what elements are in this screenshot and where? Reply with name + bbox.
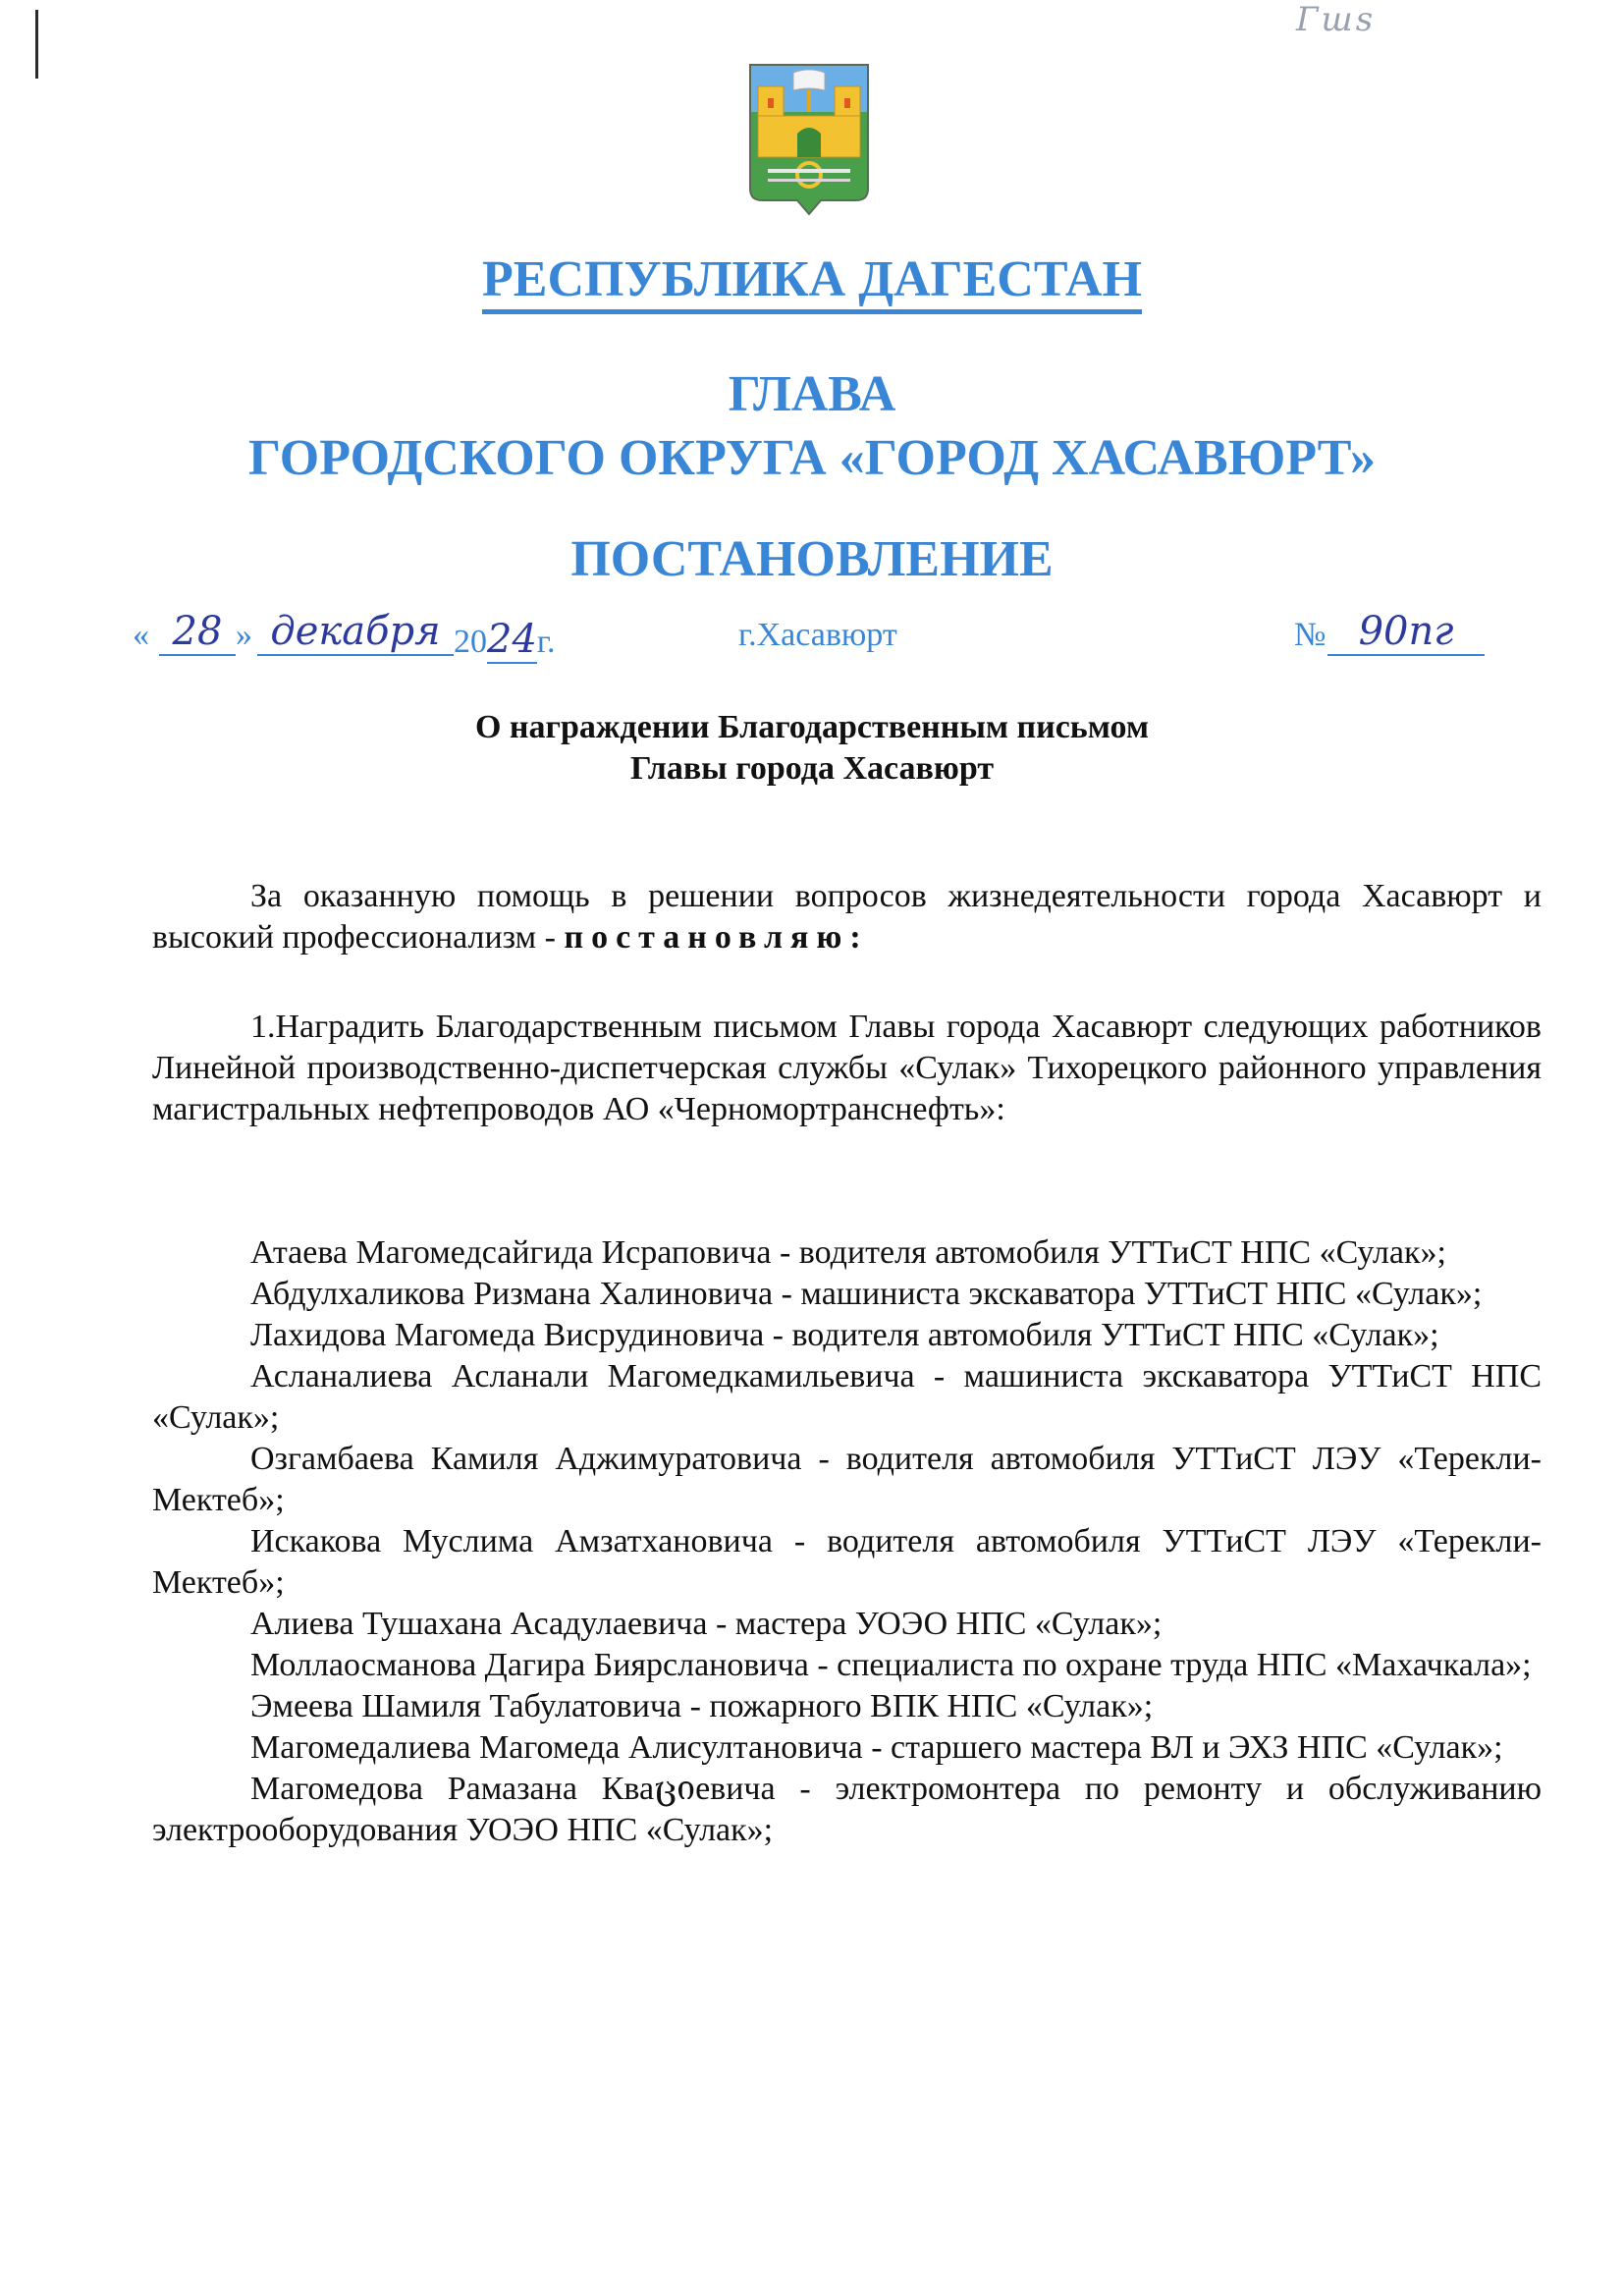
date-open-quote: «: [133, 617, 149, 653]
intro-paragraph: [152, 876, 1542, 958]
number-label: №: [1294, 617, 1326, 653]
date-day: 28: [159, 609, 236, 656]
district-heading: ГОРОДСКОГО ОКРУГА «ГОРОД ХАСАВЮРТ»: [247, 430, 1377, 486]
city-label: г.Хасавюрт: [738, 617, 897, 653]
awardee-item: Озгамбаева Камиля Аджимуратовича - водителя автомобиля УТТиСТ ЛЭУ «Терекли-Мектеб»;: [152, 1441, 1542, 1518]
handwritten-corner-note: Гшs: [1296, 0, 1377, 39]
document-title-line1: О награждении Благодарственным письмом: [474, 709, 1150, 745]
awardee-item: Асланалиева Асланали Магомедкамильевича - машиниста экскаватора УТТиСТ НПС «Сулак»;: [152, 1358, 1542, 1436]
date-line: [0, 609, 1624, 668]
date-year-suffix: 24: [487, 617, 537, 662]
awardee-item: Лахидова Магомеда Висрудиновича - водителя автомобиля УТТиСТ НПС «Сулак»;: [250, 1317, 1439, 1353]
awardee-item: Моллаосманова Дагира Биярслановича - специалиста по охране труда НПС «Махачкала»;: [250, 1647, 1532, 1683]
document-number: 90пг: [1327, 609, 1485, 656]
date-year-unit: г.: [536, 624, 556, 660]
doc-type-heading: ПОСТАНОВЛЕНИЕ: [570, 531, 1054, 587]
republic-heading: [0, 250, 1624, 308]
awardee-item: Атаева Магомедсайгида Исраповича - водителя автомобиля УТТиСТ НПС «Сулак»;: [250, 1234, 1446, 1271]
date-month: декабря: [257, 609, 454, 656]
date-year-prefix: 20: [454, 624, 487, 660]
point-1-paragraph: 1.Наградить Благодарственным письмом Главы города Хасавюрт следующих работников Линейной производственно-диспетчерская службы «Сулак» Тихорецкого районного управления магистральных нефтепроводов АО «Черномортранснефть»:: [152, 1009, 1542, 1127]
intro-text: За оказанную помощь в решении вопросов жизнедеятельности города Хасавюрт и высокий профессионализм -: [152, 878, 1542, 956]
awardee-item: Абдулхаликова Ризмана Халиновича - машиниста экскаватора УТТиСТ НПС «Сулак»;: [250, 1276, 1483, 1312]
date-close-quote: »: [236, 617, 252, 653]
scan-edge-mark: [35, 10, 38, 79]
awardee-item: Алиева Тушахана Асадулаевича - мастера УОЭО НПС «Сулак»;: [250, 1606, 1163, 1642]
awardee-item: Магомедова Рамазана Кваციевича - электромонтера по ремонту и обслуживанию электрооборудования УОЭО НПС «Сулак»;: [152, 1771, 1542, 1848]
awardee-item: Магомедалиева Магомеда Алисултановича - старшего мастера ВЛ и ЭХЗ НПС «Сулак»;: [250, 1729, 1503, 1766]
awardee-item: Искакова Муслима Амзатхановича - водителя автомобиля УТТиСТ ЛЭУ «Терекли-Мектеб»;: [152, 1523, 1542, 1601]
head-heading: ГЛАВА: [728, 366, 896, 422]
coat-of-arms-icon: [746, 61, 872, 218]
document-title-line2: Главы города Хасавюрт: [629, 750, 995, 787]
date-year: [454, 617, 556, 664]
awardee-list: [152, 1232, 1542, 1851]
decree-word: постановляю:: [564, 919, 869, 956]
republic-heading-text: РЕСПУБЛИКА ДАГЕСТАН: [482, 251, 1142, 314]
awardee-item: Эмеева Шамиля Табулатовича - пожарного ВПК НПС «Сулак»;: [250, 1688, 1154, 1724]
